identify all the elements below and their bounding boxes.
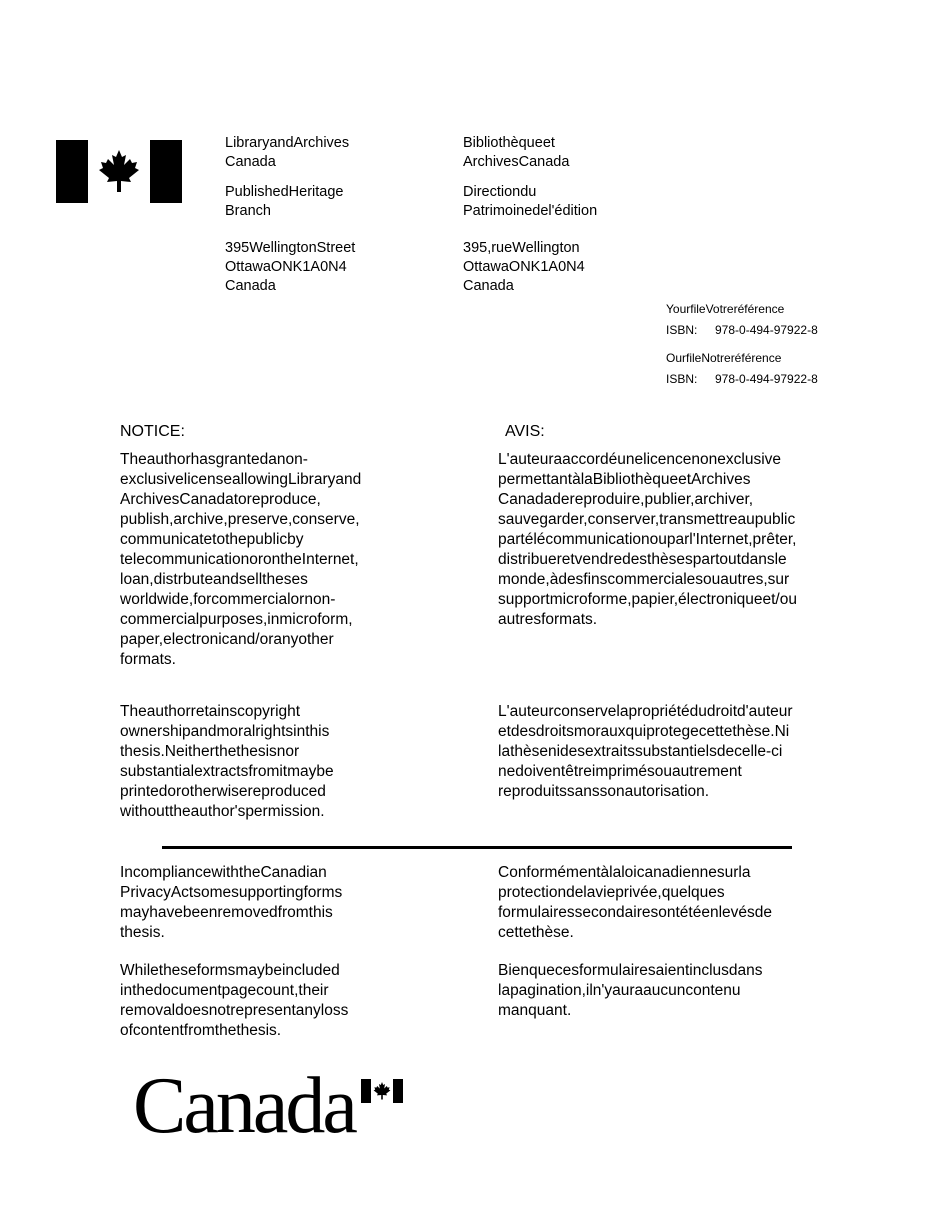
english-branch-name: PublishedHeritage Branch — [225, 184, 344, 219]
avis-pagecount-paragraph: Bienquecesformulairesaientinclusdans lapagination,iln'yauraaucuncontenu manquant. — [498, 962, 763, 1019]
wordmark-flag-icon — [361, 1079, 403, 1103]
english-org-name: LibraryandArchives Canada — [225, 135, 350, 170]
french-agency-header — [463, 134, 597, 296]
avis-license-paragraph: L'auteuraaccordéunelicencenonexclusive permettantàlaBibliothèqueetArchives Canadadereproduire,publier,archiver, sauvegarder,conserver,transmettreaupublic partélécommunicationouparl'Internet,prêter, distribueretvendredesthèsespartoutdansle monde,àdesfinscommercialesouautres,sur supportmicroforme,papier,électroniqueet/ou autresformats. — [498, 451, 797, 628]
canada-flag-icon — [56, 140, 182, 203]
french-address: 395,rueWellington OttawaONK1A0N4 Canada — [463, 240, 585, 294]
avis-heading: AVIS: — [505, 423, 545, 440]
notice-license-paragraph: Theauthorhasgrantedanon- exclusivelicenseallowingLibraryand ArchivesCanadatoreproduce, publish,archive,preserve,conserve, communicatetothepublicby telecommunicationorontheInternet, loan,distrbuteandselltheses worldwide,forcommercialornon- commercialpurposes,inmicroform, paper,electronicand/oranyother formats. — [120, 451, 362, 668]
your-file-reference: YourfileVotreréférence ISBN: 978-0-494-97922-8 — [666, 302, 866, 338]
avis-privacy-paragraph: Conformémentàlaloicanadiennesurla protectiondelavieprivée,quelques formulairessecondairesontétéenlevésde cettethèse. — [498, 864, 772, 941]
french-branch-name: Directiondu Patrimoinedel'édition — [463, 184, 598, 219]
notice-pagecount-paragraph: Whiletheseformsmaybeincluded inthedocumentpagecount,their removaldoesnotrepresentanyloss ofcontentfromthethesis. — [120, 962, 349, 1039]
canada-wordmark-logo — [133, 1062, 407, 1150]
our-file-reference: OurfileNotreréférence ISBN: 978-0-494-97922-8 — [666, 351, 866, 387]
notice-privacy-paragraph: IncompliancewiththeCanadian PrivacyActsomesupportingforms mayhavebeenremovedfromthis thesis. — [120, 864, 343, 941]
section-divider — [162, 846, 792, 849]
avis-copyright-paragraph: L'auteurconservelapropriétédudroitd'auteur etdesdroitsmorauxquiprotegecettethèse.Ni lathèsenidesextraitssubstantielsdecelle-ci nedoiventêtreimprimésouautrement reproduitssanssonautorisation. — [498, 703, 793, 800]
notice-copyright-paragraph: Theauthorretainscopyright ownershipandmoralrightsinthis thesis.Neitherthethesisnor substantialextractsfromitmaybe printedorotherwisereproduced withouttheauthor'spermission. — [120, 703, 334, 820]
english-address: 395WellingtonStreet OttawaONK1A0N4 Canada — [225, 240, 356, 294]
english-agency-header — [225, 134, 355, 296]
notice-heading: NOTICE: — [120, 423, 185, 440]
your-isbn: ISBN: 978-0-494-97922-8 — [666, 323, 818, 337]
french-org-name: Bibliothèqueet ArchivesCanada — [463, 135, 570, 170]
our-isbn: ISBN: 978-0-494-97922-8 — [666, 372, 818, 386]
wordmark-text: Canada — [133, 1062, 355, 1150]
